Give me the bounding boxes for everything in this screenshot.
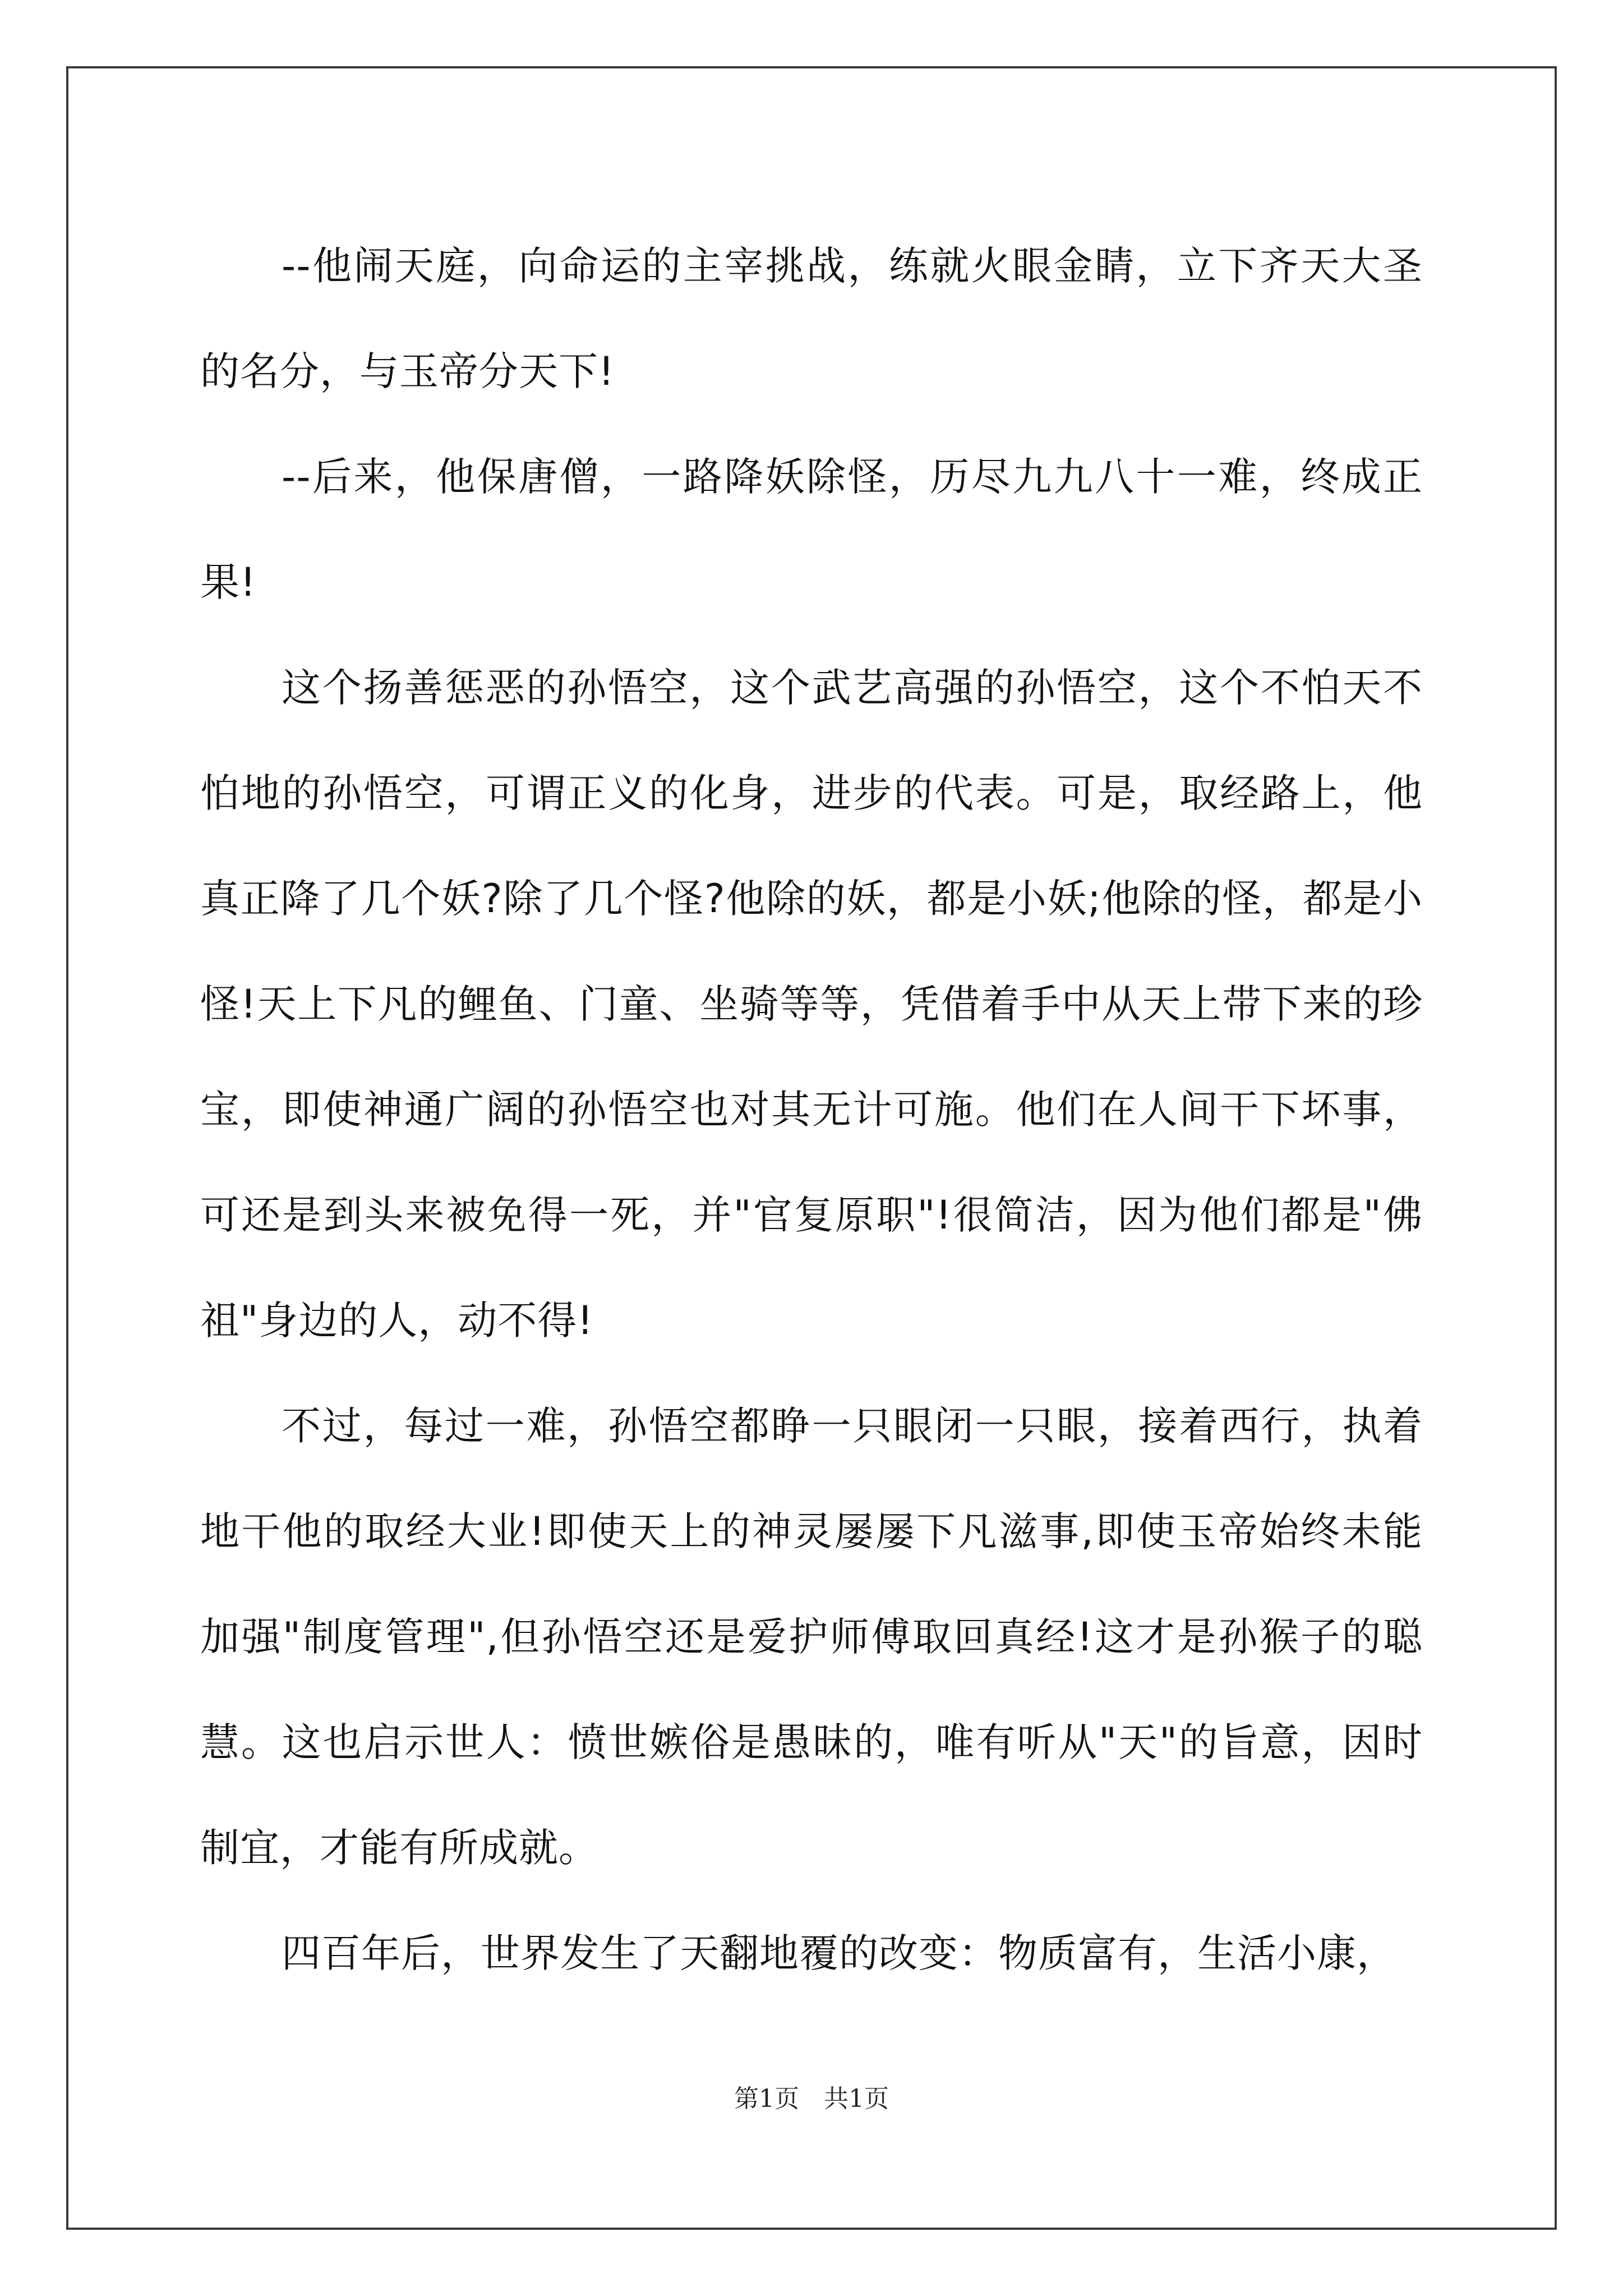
paragraph: 四百年后，世界发生了天翻地覆的改变：物质富有，生活小康， — [282, 1930, 1396, 1976]
paragraph: --后来，他保唐僧，一路降妖除怪，历尽九九八十一难，终成正果! — [200, 454, 1423, 605]
document-body — [200, 213, 1423, 2006]
paragraph: 这个扬善惩恶的孙悟空，这个武艺高强的孙悟空，这个不怕天不怕地的孙悟空，可谓正义的化身，进步的代表。可是，取经路上，他真正降了几个妖?除了几个怪?他除的妖，都是小妖;他除的怪，都是小怪!天上下凡的鲤鱼、门童、坐骑等等，凭借着手中从天上带下来的珍宝，即使神通广阔的孙悟空也对其无计可施。他们在人间干下坏事，可还是到头来被免得一死，并"官复原职"!很简洁，因为他们都是"佛祖"身边的人，动不得! — [200, 665, 1423, 1343]
paragraph: 不过，每过一难，孙悟空都睁一只眼闭一只眼，接着西行，执着地干他的取经大业!即使天上的神灵屡屡下凡滋事,即使玉帝始终未能加强"制度管理",但孙悟空还是爱护师傅取回真经!这才是孙猴子的聪慧。这也启示世人：愤世嫉俗是愚昧的，唯有听从"天"的旨意，因时制宜，才能有所成就。 — [200, 1403, 1423, 1871]
page-total: 共1页 — [824, 2085, 889, 2113]
page-number: 第1页 — [734, 2085, 799, 2113]
page-footer — [0, 2078, 1623, 2114]
paragraph: --他闹天庭，向命运的主宰挑战，练就火眼金睛，立下齐天大圣的名分，与玉帝分天下! — [200, 243, 1423, 394]
